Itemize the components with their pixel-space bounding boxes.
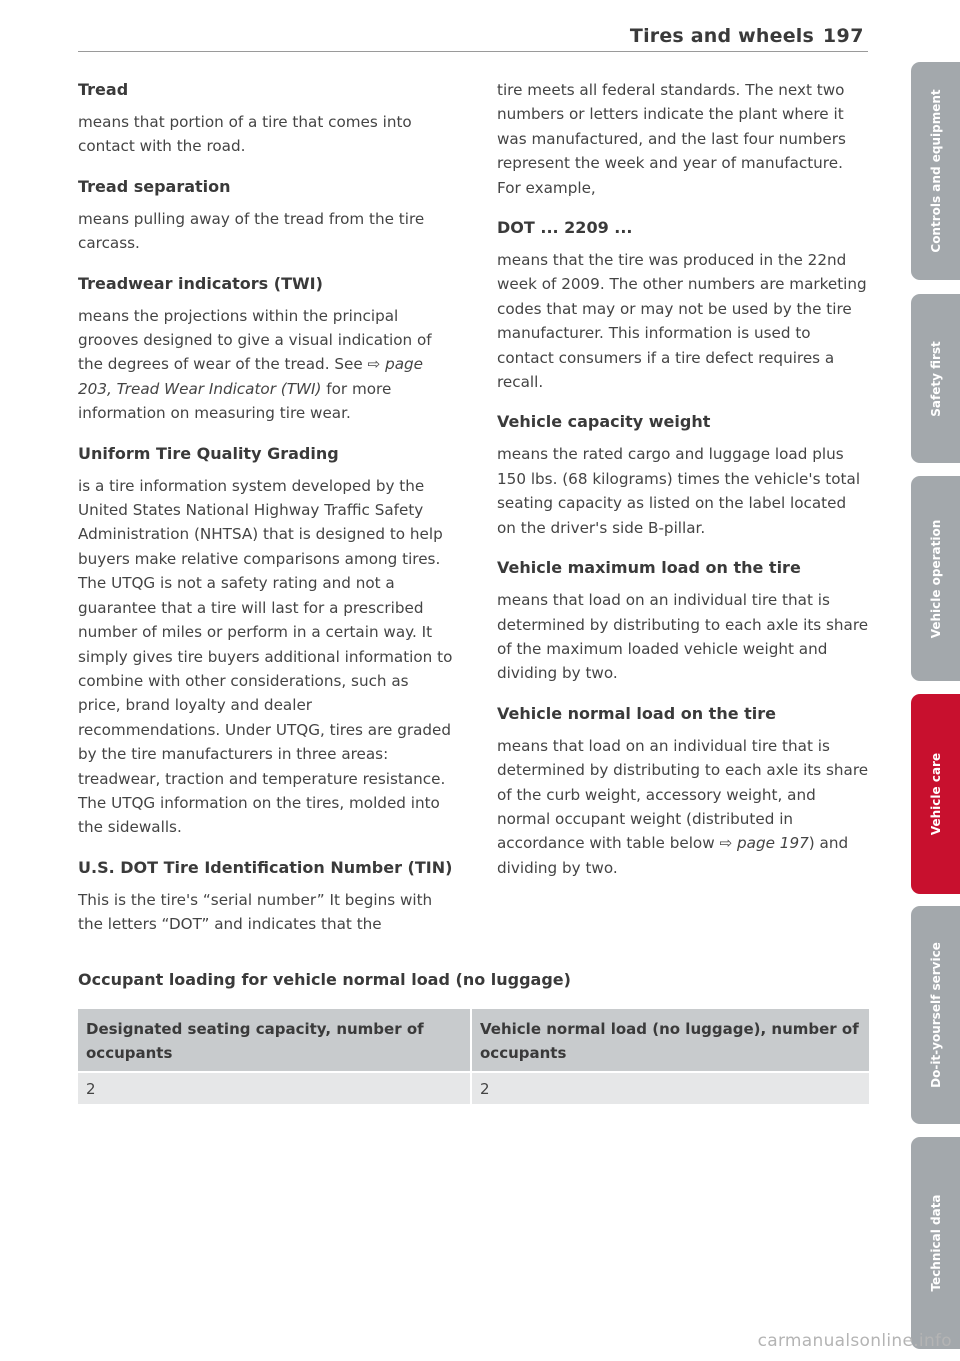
occupant-loading-table (78, 1009, 869, 1104)
def-twi-text-end: for more information on measuring tire wear. (78, 379, 392, 423)
term-utqg: Uniform Tire Quality Grading (78, 443, 339, 463)
tab-technical-data[interactable] (911, 1137, 960, 1349)
tab-do-it-yourself-service[interactable] (911, 906, 960, 1124)
page-197-link[interactable]: ⇨ page 197 (719, 834, 809, 853)
term-tin: U.S. DOT Tire Identification Number (TIN) (78, 857, 453, 877)
table-cell: 2 (78, 1073, 471, 1104)
tab-vehicle-care[interactable] (911, 694, 960, 894)
def-twi (78, 304, 453, 426)
term-vehicle-capacity-weight: Vehicle capacity weight (497, 412, 711, 432)
term-twi: Treadwear indicators (TWI) (78, 273, 323, 293)
table-header-cell: Vehicle normal load (no luggage), number of occupants (471, 1009, 869, 1071)
watermark: carmanualsonline.info (757, 1331, 952, 1351)
def-vnl-text-end: ) and dividing by two. (497, 834, 849, 877)
dot-example: DOT ... 2209 ... (497, 218, 633, 238)
tab-label: Controls and equipment (928, 89, 943, 253)
table-cell: 2 (471, 1073, 869, 1104)
tab-controls-and-equipment[interactable] (911, 62, 960, 280)
def-utqg: is a tire information system developed by the United States National Highway Traffic Safety Administration (NHTSA) that is designed to help buyers make relative comparisons among tires. The UTQG is not a safety rating and not a guarantee that a tire will last for a prescribed number of miles or perform in a certain way. It simply gives tire buyers additional information to combine with other considerations, such as price, brand loyalty and dealer recommendations. Under UTQG, tires are graded by the tire manufacturers in three areas: treadwear, traction and temperature resistance. The UTQG information on the tires, molded into the sidewalls. (78, 476, 453, 837)
dot-explanation: means that the tire was produced in the 22nd week of 2009. The other numbers are marketing codes that may or may not be used by the tire manufacturer. This information is used to contact consumers if a tire defect requires a recall. (497, 251, 867, 392)
twi-page-link[interactable]: ⇨ page 203, Tread Wear Indicator (TWI) (78, 355, 424, 398)
tab-label: Vehicle care (928, 752, 943, 836)
def-vnl-text: means that load on an individual tire that is determined by distributing to each axle its share of the curb weight, accessory weight, and normal occupant weight (distributed in accordance with table below (497, 736, 869, 853)
right-column (497, 78, 869, 896)
term-vehicle-maximum-load: Vehicle maximum load on the tire (497, 558, 801, 578)
term-vehicle-normal-load: Vehicle normal load on the tire (497, 703, 777, 723)
term-tread-separation: Tread separation (78, 176, 231, 196)
table-row (78, 1073, 869, 1104)
term-tread: Tread (78, 80, 129, 99)
def-vehicle-maximum-load: means that load on an individual tire that is determined by distributing to each axle its share of the maximum loaded vehicle weight and dividing by two. (497, 591, 869, 683)
tab-label: Do-it-yourself service (928, 942, 943, 1088)
tab-safety-first[interactable] (911, 294, 960, 463)
table-header-row (78, 1009, 869, 1071)
section-title: Tires and wheels (629, 25, 814, 47)
left-column (78, 78, 453, 953)
page-header (78, 0, 868, 52)
def-vehicle-capacity-weight: means the rated cargo and luggage load plus 150 lbs. (68 kilograms) times the vehicle's total seating capacity as listed on the label located on the driver's side B-pillar. (497, 445, 861, 537)
tab-label: Safety first (928, 340, 943, 417)
table-title: Occupant loading for vehicle normal load (no luggage) (78, 970, 571, 989)
def-tin: This is the tire's “serial number” It begins with the letters “DOT” and indicates that the (78, 890, 433, 934)
table-header-cell: Designated seating capacity, number of occupants (78, 1009, 471, 1071)
tab-label: Technical data (928, 1194, 943, 1292)
tab-label: Vehicle operation (928, 519, 943, 638)
def-tread-separation: means pulling away of the tread from the tire carcass. (78, 209, 425, 253)
tab-vehicle-operation[interactable] (911, 476, 960, 681)
def-tread: means that portion of a tire that comes into contact with the road. (78, 113, 412, 156)
def-tin-continued: tire meets all federal standards. The next two numbers or letters indicate the plant where it was manufactured, and the last four numbers represent the week and year of manufacture. For example, (497, 81, 846, 197)
page-number: 197 (822, 25, 864, 47)
def-vehicle-normal-load (497, 734, 869, 880)
def-twi-text: means the projections within the principal grooves designed to give a visual indication of the degrees of wear of the tread. See (78, 306, 432, 374)
